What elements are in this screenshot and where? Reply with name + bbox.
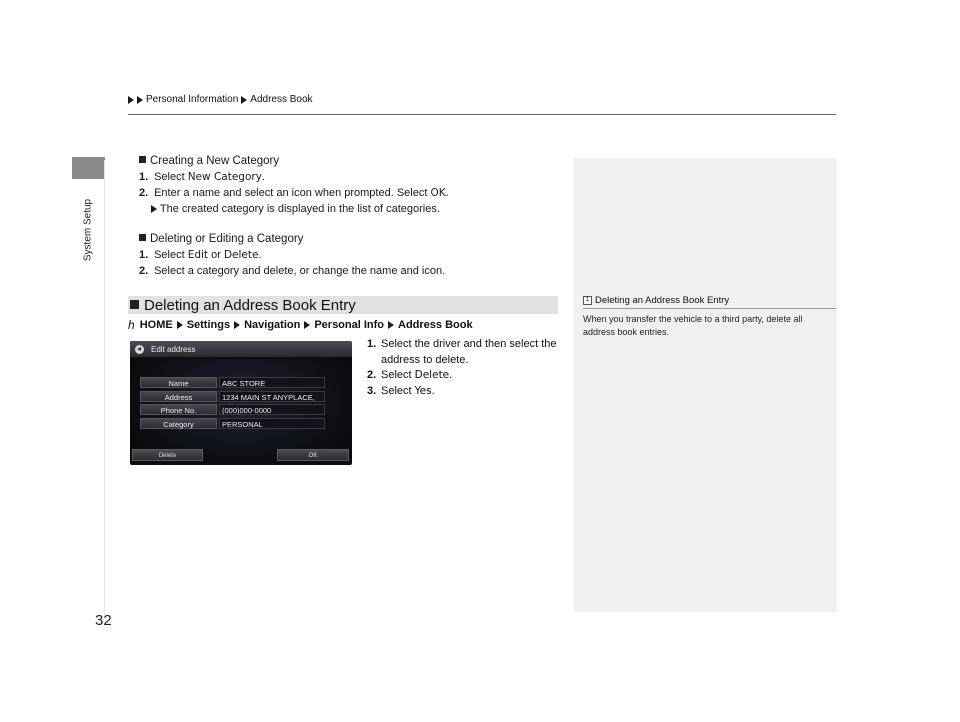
screen-row-category[interactable]: Category PERSONAL (140, 418, 325, 429)
note-text: When you transfer the vehicle to a third party, delete all address book entries. (583, 314, 803, 337)
step: 2. Select Delete. (367, 369, 453, 381)
sidebar-tab (72, 157, 105, 179)
result-arrow-icon (151, 205, 157, 213)
chapter-label: System Setup (82, 198, 94, 262)
step-result: The created category is displayed in the list of categories. (139, 201, 559, 217)
screen-row-address[interactable]: Address 1234 MAIN ST ANYPLACE, (140, 391, 325, 402)
step: 2. Select a category and delete, or change the name and icon. (139, 265, 446, 277)
ok-button[interactable]: OK (277, 449, 349, 461)
note-title: 1 Deleting an Address Book Entry (583, 295, 729, 306)
note-rule (583, 308, 836, 309)
breadcrumb (128, 94, 313, 105)
step: 2. Enter a name and select an icon when prompted. Select OK. (139, 187, 449, 199)
subheading-creating: Creating a New Category (139, 153, 559, 169)
step: 1. Select the driver and then select the address to delete. (367, 338, 557, 366)
page-number: 32 (95, 612, 112, 629)
square-bullet-icon (130, 300, 139, 309)
header-rule (128, 114, 836, 115)
main-content (139, 153, 559, 279)
screen-image (130, 341, 352, 465)
breadcrumb-arrow-icon (137, 96, 143, 104)
note-marker-icon: 1 (583, 296, 592, 305)
step: 1. Select Edit or Delete. (139, 249, 262, 261)
screen-row-name[interactable]: Name ABC STORE (140, 377, 325, 388)
screen-body (132, 359, 350, 463)
sidebar-divider (104, 160, 105, 620)
section-header: Deleting an Address Book Entry (128, 296, 558, 314)
path-arrow-icon (234, 321, 240, 329)
square-bullet-icon (139, 156, 146, 163)
steps-list (367, 337, 557, 399)
navigation-path: h HOME Settings Navigation Personal Info Address Book (128, 318, 473, 332)
path-arrow-icon (304, 321, 310, 329)
home-icon: h (128, 318, 135, 332)
breadcrumb-item[interactable]: Address Book (250, 94, 313, 105)
path-arrow-icon (388, 321, 394, 329)
step: 1. Select New Category. (139, 171, 265, 183)
delete-button[interactable]: Delete (132, 449, 203, 461)
square-bullet-icon (139, 234, 146, 241)
note-panel (574, 158, 837, 612)
step: 3. Select Yes. (367, 384, 435, 397)
breadcrumb-arrow-icon (128, 96, 134, 104)
screen-title-bar: Edit address (130, 341, 352, 357)
breadcrumb-arrow-icon (241, 96, 247, 104)
back-icon[interactable] (135, 345, 144, 354)
screen-row-phone[interactable]: Phone No. (000)000-0000 (140, 404, 325, 415)
path-arrow-icon (177, 321, 183, 329)
breadcrumb-item[interactable]: Personal Information (146, 94, 239, 105)
subheading-deleting: Deleting or Editing a Category (139, 231, 559, 247)
